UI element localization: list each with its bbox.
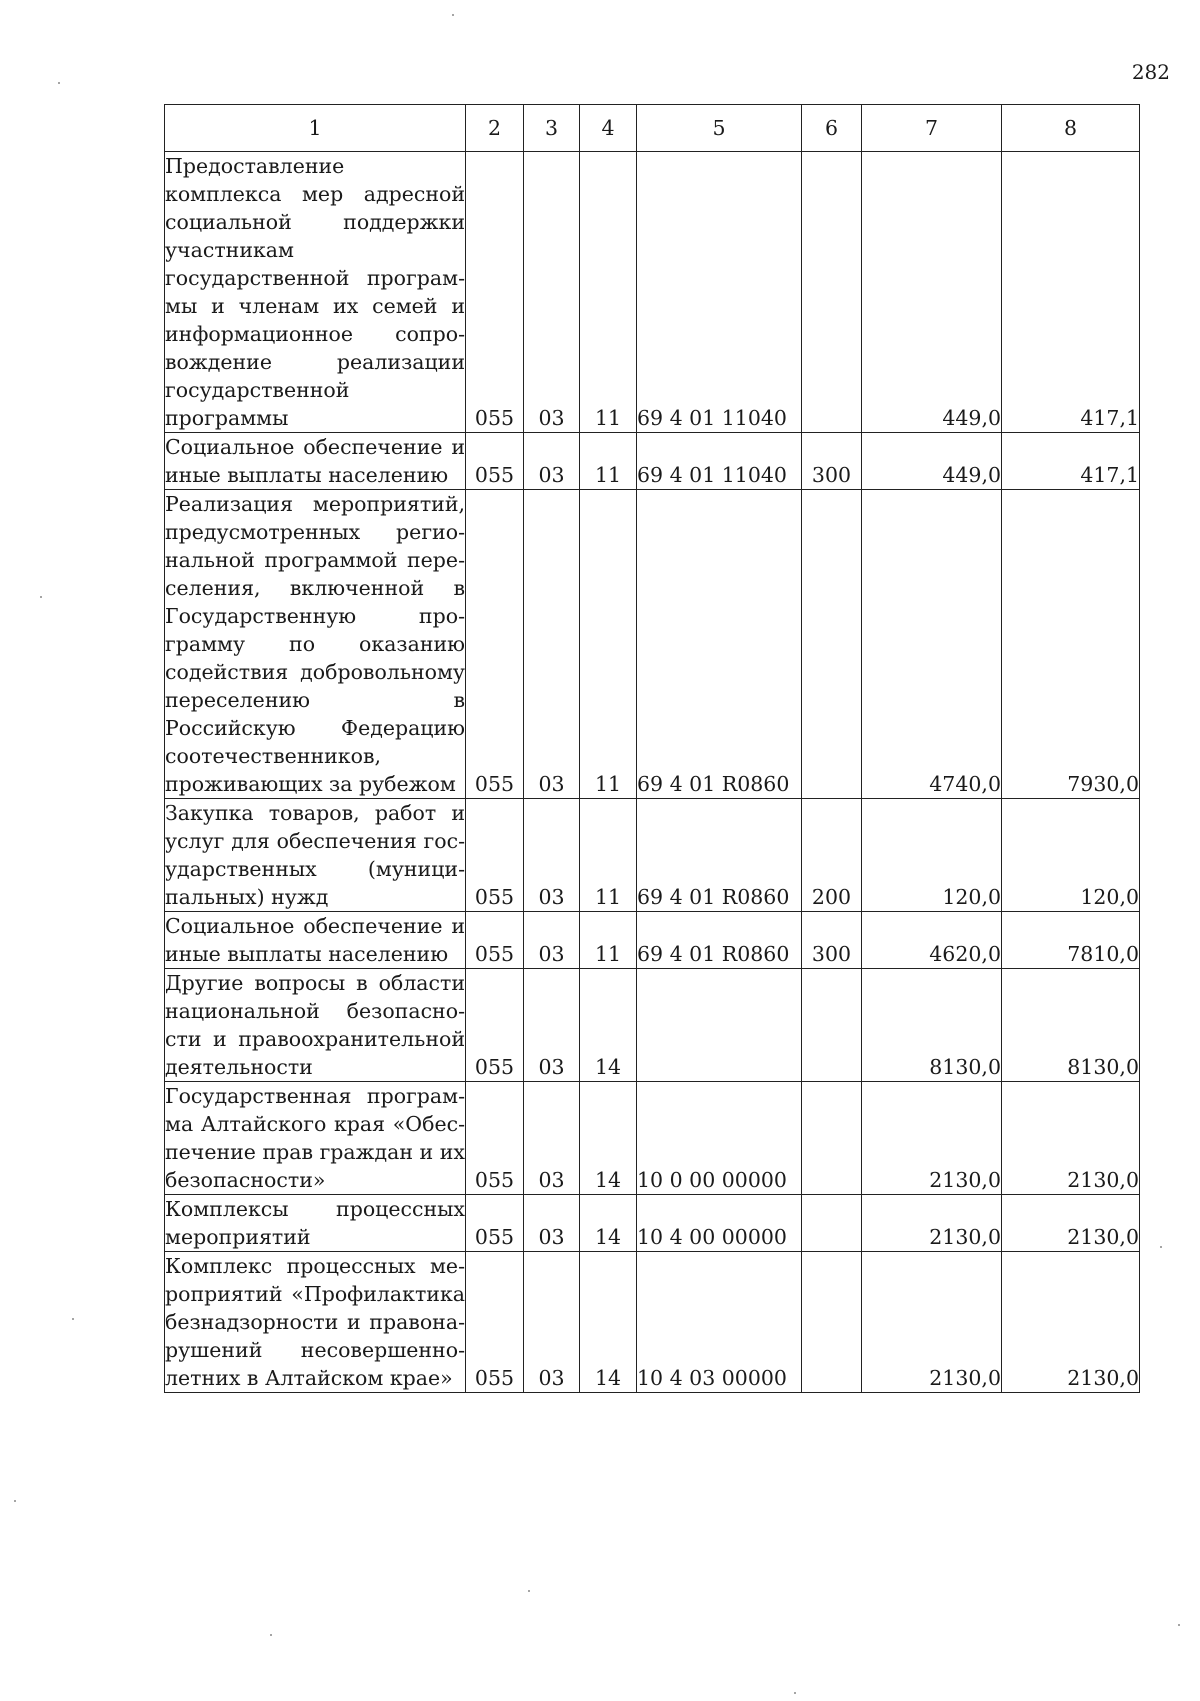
row-sum-col-8: 2130,0 [1002, 1082, 1140, 1195]
row-name: Комплекс процессных мероприятий «Профилактика безнадзорности и правонарушений несовершеннолетних в Алтайском крае» [165, 1252, 466, 1393]
row-subsection: 14 [580, 1252, 637, 1393]
header-col-4: 4 [580, 105, 637, 152]
row-section: 03 [524, 969, 580, 1082]
row-name: Социальное обеспечение и иные выплаты населению [165, 433, 466, 490]
row-name: Предоставление комплекса мер адресной социальной поддержки участникам государственной программы и членам их семей и информационное сопровождение реализации государственной программы [165, 152, 466, 433]
scan-speck [58, 82, 60, 84]
row-admin-code: 055 [466, 1252, 524, 1393]
row-subsection: 11 [580, 152, 637, 433]
scan-speck [270, 1634, 272, 1636]
row-target-article: 69 4 01 R0860 [637, 912, 802, 969]
table-row [165, 912, 1140, 969]
row-section: 03 [524, 912, 580, 969]
table-row [165, 490, 1140, 799]
table-row [165, 152, 1140, 433]
row-expense-type: 200 [802, 799, 862, 912]
table-row [165, 1195, 1140, 1252]
row-subsection: 11 [580, 799, 637, 912]
row-admin-code: 055 [466, 799, 524, 912]
table-row [165, 799, 1140, 912]
row-expense-type [802, 152, 862, 433]
row-subsection: 11 [580, 433, 637, 490]
table-row [165, 969, 1140, 1082]
row-sum-col-7: 2130,0 [862, 1195, 1002, 1252]
row-sum-col-8: 8130,0 [1002, 969, 1140, 1082]
row-expense-type: 300 [802, 433, 862, 490]
table-row [165, 1252, 1140, 1393]
row-target-article: 10 4 03 00000 [637, 1252, 802, 1393]
row-admin-code: 055 [466, 969, 524, 1082]
row-subsection: 11 [580, 490, 637, 799]
scan-speck [1160, 1246, 1162, 1248]
table-row [165, 1082, 1140, 1195]
row-target-article: 69 4 01 R0860 [637, 490, 802, 799]
row-expense-type: 300 [802, 912, 862, 969]
scan-speck [40, 596, 42, 598]
row-section: 03 [524, 490, 580, 799]
row-sum-col-7: 120,0 [862, 799, 1002, 912]
row-sum-col-7: 8130,0 [862, 969, 1002, 1082]
row-target-article: 69 4 01 11040 [637, 152, 802, 433]
row-section: 03 [524, 152, 580, 433]
header-col-8: 8 [1002, 105, 1140, 152]
page-number: 282 [1131, 60, 1170, 84]
row-subsection: 11 [580, 912, 637, 969]
row-name: Реализация мероприятий, предусмотренных региональной программой переселения, включенной в Государственную программу по оказанию содействия добровольному переселению в Российскую Федерацию соотечественников, проживающих за рубежом [165, 490, 466, 799]
row-name: Закупка товаров, работ и услуг для обеспечения государственных (муниципальных) нужд [165, 799, 466, 912]
row-name: Социальное обеспечение и иные выплаты населению [165, 912, 466, 969]
row-section: 03 [524, 433, 580, 490]
table-row [165, 433, 1140, 490]
row-sum-col-7: 2130,0 [862, 1252, 1002, 1393]
row-name: Государственная программа Алтайского края «Обеспечение прав граждан и их безопасности» [165, 1082, 466, 1195]
header-col-7: 7 [862, 105, 1002, 152]
header-col-3: 3 [524, 105, 580, 152]
row-sum-col-7: 2130,0 [862, 1082, 1002, 1195]
row-admin-code: 055 [466, 152, 524, 433]
row-sum-col-7: 4620,0 [862, 912, 1002, 969]
row-sum-col-8: 120,0 [1002, 799, 1140, 912]
header-col-5: 5 [637, 105, 802, 152]
header-col-2: 2 [466, 105, 524, 152]
scan-speck [794, 1692, 796, 1694]
row-target-article: 10 0 00 00000 [637, 1082, 802, 1195]
row-name: Комплексы процессных мероприятий [165, 1195, 466, 1252]
row-subsection: 14 [580, 1082, 637, 1195]
row-expense-type [802, 969, 862, 1082]
row-expense-type [802, 490, 862, 799]
row-name: Другие вопросы в области национальной безопасности и правоохранительной деятельности [165, 969, 466, 1082]
row-target-article [637, 969, 802, 1082]
scan-speck [528, 1590, 530, 1592]
row-sum-col-8: 417,1 [1002, 152, 1140, 433]
row-sum-col-8: 2130,0 [1002, 1195, 1140, 1252]
row-subsection: 14 [580, 969, 637, 1082]
row-expense-type [802, 1195, 862, 1252]
row-target-article: 69 4 01 R0860 [637, 799, 802, 912]
row-section: 03 [524, 799, 580, 912]
row-sum-col-8: 2130,0 [1002, 1252, 1140, 1393]
row-section: 03 [524, 1195, 580, 1252]
row-admin-code: 055 [466, 490, 524, 799]
row-sum-col-7: 449,0 [862, 152, 1002, 433]
row-sum-col-8: 7930,0 [1002, 490, 1140, 799]
row-expense-type [802, 1082, 862, 1195]
row-sum-col-7: 449,0 [862, 433, 1002, 490]
row-target-article: 69 4 01 11040 [637, 433, 802, 490]
row-sum-col-8: 7810,0 [1002, 912, 1140, 969]
scan-speck [72, 1318, 74, 1320]
row-admin-code: 055 [466, 912, 524, 969]
budget-table [164, 104, 1140, 1393]
scan-speck [452, 14, 454, 16]
header-col-1: 1 [165, 105, 466, 152]
row-admin-code: 055 [466, 1195, 524, 1252]
row-admin-code: 055 [466, 1082, 524, 1195]
row-section: 03 [524, 1252, 580, 1393]
row-sum-col-8: 417,1 [1002, 433, 1140, 490]
row-expense-type [802, 1252, 862, 1393]
row-subsection: 14 [580, 1195, 637, 1252]
row-target-article: 10 4 00 00000 [637, 1195, 802, 1252]
table-header-row [165, 105, 1140, 152]
header-col-6: 6 [802, 105, 862, 152]
row-sum-col-7: 4740,0 [862, 490, 1002, 799]
scan-speck [14, 1500, 16, 1502]
scan-speck [1178, 1624, 1180, 1626]
row-admin-code: 055 [466, 433, 524, 490]
row-section: 03 [524, 1082, 580, 1195]
